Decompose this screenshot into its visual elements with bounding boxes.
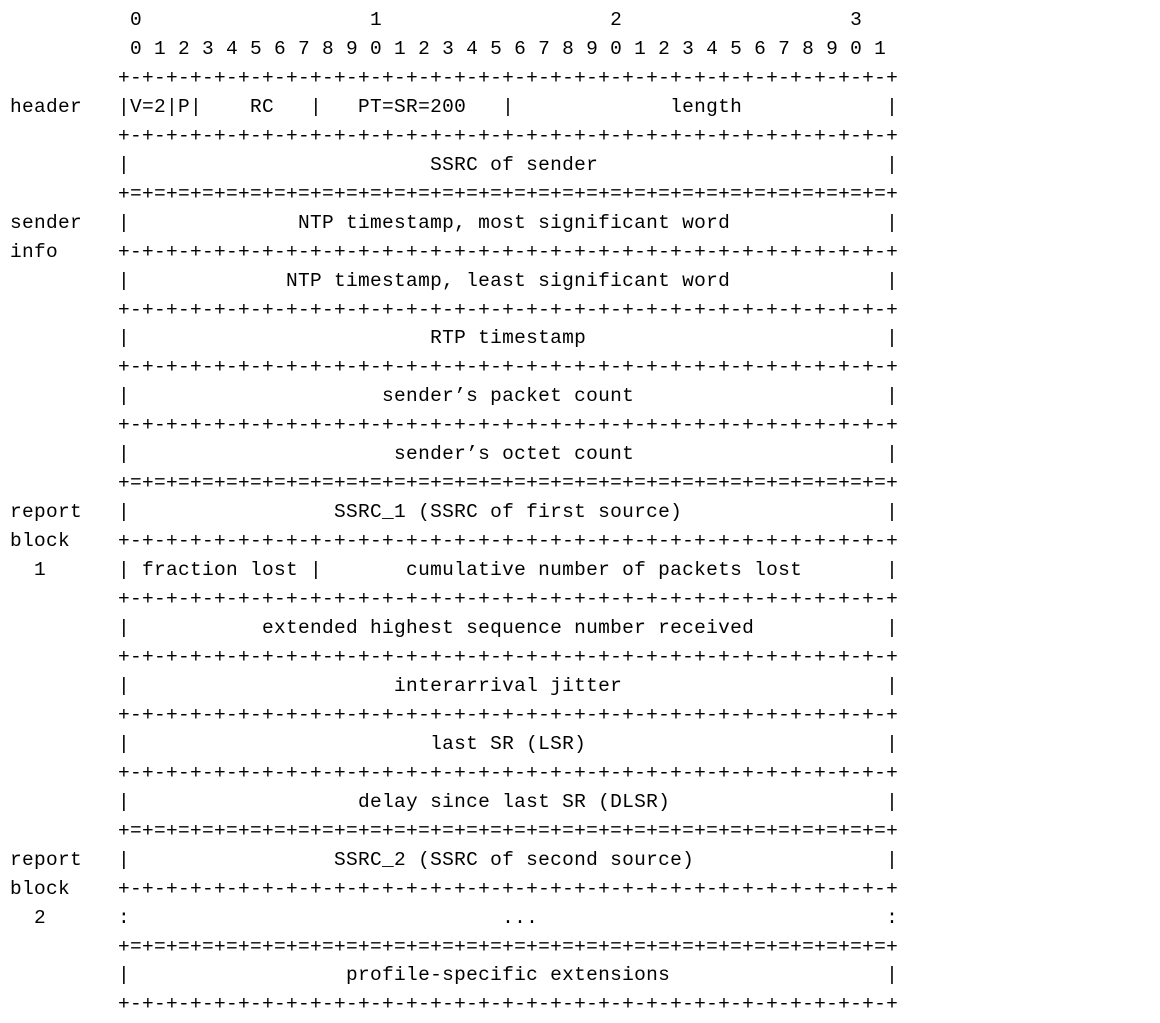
diagram-line: 2 : ... : bbox=[10, 906, 899, 929]
diagram-line: header |V=2|P| RC | PT=SR=200 | length | bbox=[10, 95, 899, 118]
diagram-line: +-+-+-+-+-+-+-+-+-+-+-+-+-+-+-+-+-+-+-+-+-+-+-+-+-+-+-+-+-+-+-+-+ bbox=[10, 66, 899, 89]
diagram-line: +-+-+-+-+-+-+-+-+-+-+-+-+-+-+-+-+-+-+-+-+-+-+-+-+-+-+-+-+-+-+-+-+ bbox=[10, 993, 899, 1016]
diagram-line: | sender’s octet count | bbox=[10, 443, 899, 466]
diagram-line: +-+-+-+-+-+-+-+-+-+-+-+-+-+-+-+-+-+-+-+-+-+-+-+-+-+-+-+-+-+-+-+-+ bbox=[10, 588, 899, 611]
diagram-line: report | SSRC_1 (SSRC of first source) | bbox=[10, 501, 899, 524]
diagram-line: +-+-+-+-+-+-+-+-+-+-+-+-+-+-+-+-+-+-+-+-+-+-+-+-+-+-+-+-+-+-+-+-+ bbox=[10, 124, 899, 147]
diagram-line: block +-+-+-+-+-+-+-+-+-+-+-+-+-+-+-+-+-+-+-+-+-+-+-+-+-+-+-+-+-+-+-+-+ bbox=[10, 877, 899, 900]
diagram-line: | last SR (LSR) | bbox=[10, 732, 899, 755]
diagram-line: 0 1 2 3 bbox=[10, 9, 863, 31]
diagram-line: 1 | fraction lost | cumulative number of packets lost | bbox=[10, 559, 899, 582]
diagram-line: sender | NTP timestamp, most significant word | bbox=[10, 211, 899, 234]
diagram-line: | delay since last SR (DLSR) | bbox=[10, 790, 899, 813]
diagram-line: report | SSRC_2 (SSRC of second source) | bbox=[10, 848, 899, 871]
diagram-line: +-+-+-+-+-+-+-+-+-+-+-+-+-+-+-+-+-+-+-+-+-+-+-+-+-+-+-+-+-+-+-+-+ bbox=[10, 703, 899, 726]
diagram-line: | sender’s packet count | bbox=[10, 385, 899, 408]
diagram-line: | RTP timestamp | bbox=[10, 327, 899, 350]
diagram-line: | interarrival jitter | bbox=[10, 674, 899, 697]
diagram-line: +=+=+=+=+=+=+=+=+=+=+=+=+=+=+=+=+=+=+=+=+=+=+=+=+=+=+=+=+=+=+=+=+ bbox=[10, 819, 899, 842]
diagram-line: | NTP timestamp, least significant word | bbox=[10, 269, 899, 292]
diagram-line: block +-+-+-+-+-+-+-+-+-+-+-+-+-+-+-+-+-+-+-+-+-+-+-+-+-+-+-+-+-+-+-+-+ bbox=[10, 530, 899, 553]
diagram-line: +-+-+-+-+-+-+-+-+-+-+-+-+-+-+-+-+-+-+-+-+-+-+-+-+-+-+-+-+-+-+-+-+ bbox=[10, 414, 899, 437]
rtcp-sr-packet-format-diagram bbox=[10, 6, 898, 1019]
diagram-line: | extended highest sequence number received | bbox=[10, 617, 899, 640]
diagram-line: info +-+-+-+-+-+-+-+-+-+-+-+-+-+-+-+-+-+-+-+-+-+-+-+-+-+-+-+-+-+-+-+-+ bbox=[10, 240, 899, 263]
diagram-line: | SSRC of sender | bbox=[10, 153, 899, 176]
diagram-line: +=+=+=+=+=+=+=+=+=+=+=+=+=+=+=+=+=+=+=+=+=+=+=+=+=+=+=+=+=+=+=+=+ bbox=[10, 472, 899, 495]
diagram-line: +=+=+=+=+=+=+=+=+=+=+=+=+=+=+=+=+=+=+=+=+=+=+=+=+=+=+=+=+=+=+=+=+ bbox=[10, 935, 899, 958]
diagram-line: +-+-+-+-+-+-+-+-+-+-+-+-+-+-+-+-+-+-+-+-+-+-+-+-+-+-+-+-+-+-+-+-+ bbox=[10, 761, 899, 784]
diagram-line: +-+-+-+-+-+-+-+-+-+-+-+-+-+-+-+-+-+-+-+-+-+-+-+-+-+-+-+-+-+-+-+-+ bbox=[10, 356, 899, 379]
diagram-line: 0 1 2 3 4 5 6 7 8 9 0 1 2 3 4 5 6 7 8 9 0 1 2 3 4 5 6 7 8 9 0 1 bbox=[10, 37, 887, 60]
diagram-line: | profile-specific extensions | bbox=[10, 964, 899, 987]
diagram-line: +=+=+=+=+=+=+=+=+=+=+=+=+=+=+=+=+=+=+=+=+=+=+=+=+=+=+=+=+=+=+=+=+ bbox=[10, 182, 899, 205]
diagram-line: +-+-+-+-+-+-+-+-+-+-+-+-+-+-+-+-+-+-+-+-+-+-+-+-+-+-+-+-+-+-+-+-+ bbox=[10, 645, 899, 668]
diagram-line: +-+-+-+-+-+-+-+-+-+-+-+-+-+-+-+-+-+-+-+-+-+-+-+-+-+-+-+-+-+-+-+-+ bbox=[10, 298, 899, 321]
